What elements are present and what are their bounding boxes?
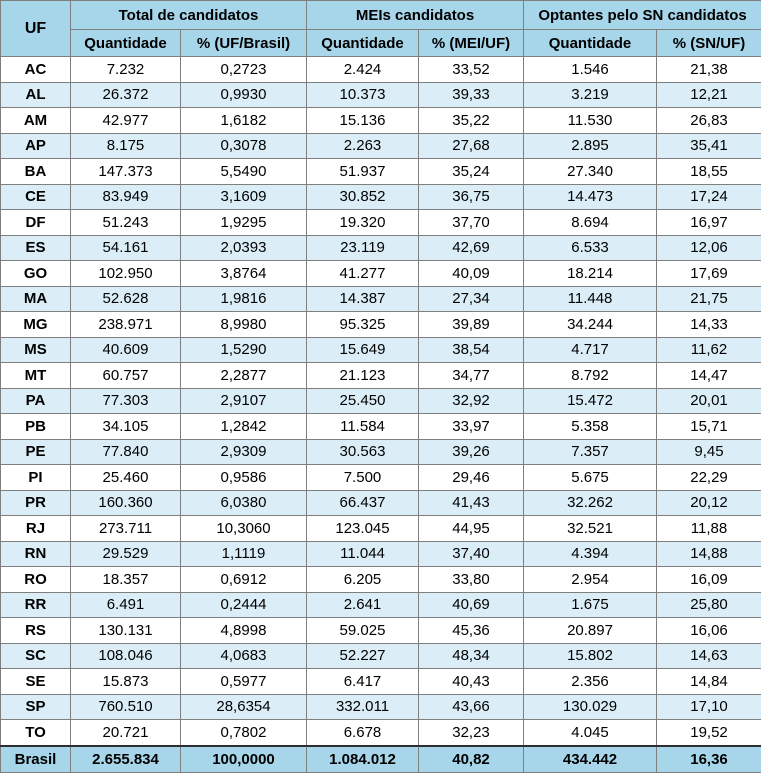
total-percent-cell: 4,8998 [181,618,307,644]
uf-cell: CE [1,184,71,210]
sn-percent-cell: 35,41 [657,133,761,159]
sn-percent-cell: 17,24 [657,184,761,210]
mei-quantidade-cell: 15.136 [307,108,419,134]
mei-quantidade-cell: 51.937 [307,159,419,185]
table-body [1,57,761,746]
total-percent-cell: 0,7802 [181,720,307,746]
sn-percent-cell: 14,47 [657,363,761,389]
total-label: Brasil [1,746,71,773]
mei-quantidade-cell: 123.045 [307,516,419,542]
table-footer [1,746,761,773]
mei-percent-cell: 40,09 [419,261,524,287]
header-sn-quantidade: Quantidade [524,30,657,57]
total-percent-cell: 2,9309 [181,439,307,465]
total-quantidade-cell: 7.232 [71,57,181,83]
sn-quantidade-cell: 32.521 [524,516,657,542]
mei-percent-cell: 40,69 [419,592,524,618]
uf-cell: RR [1,592,71,618]
total-quantidade-cell: 77.840 [71,439,181,465]
header-total-quantidade: Quantidade [71,30,181,57]
mei-quantidade-cell: 2.641 [307,592,419,618]
sn-percent-cell: 25,80 [657,592,761,618]
uf-cell: BA [1,159,71,185]
total-percent-cell: 0,6912 [181,567,307,593]
mei-quantidade-cell: 15.649 [307,337,419,363]
total-quantidade-cell: 26.372 [71,82,181,108]
total-cell: 434.442 [524,746,657,773]
total-quantidade-cell: 20.721 [71,720,181,746]
total-quantidade-cell: 34.105 [71,414,181,440]
sn-quantidade-cell: 14.473 [524,184,657,210]
header-group-mei: MEIs candidatos [307,1,524,30]
uf-cell: MS [1,337,71,363]
mei-quantidade-cell: 25.450 [307,388,419,414]
sn-quantidade-cell: 2.895 [524,133,657,159]
total-quantidade-cell: 15.873 [71,669,181,695]
total-quantidade-cell: 40.609 [71,337,181,363]
table-row [1,720,761,746]
mei-percent-cell: 41,43 [419,490,524,516]
mei-percent-cell: 42,69 [419,235,524,261]
uf-cell: PR [1,490,71,516]
uf-cell: PE [1,439,71,465]
total-quantidade-cell: 6.491 [71,592,181,618]
mei-percent-cell: 33,97 [419,414,524,440]
mei-quantidade-cell: 332.011 [307,694,419,720]
uf-cell: AP [1,133,71,159]
sn-percent-cell: 21,38 [657,57,761,83]
uf-cell: SC [1,643,71,669]
table-row [1,108,761,134]
total-percent-cell: 1,9816 [181,286,307,312]
table-row [1,312,761,338]
sn-quantidade-cell: 1.546 [524,57,657,83]
total-cell: 100,0000 [181,746,307,773]
sn-percent-cell: 16,06 [657,618,761,644]
mei-quantidade-cell: 7.500 [307,465,419,491]
total-percent-cell: 8,9980 [181,312,307,338]
total-quantidade-cell: 102.950 [71,261,181,287]
mei-quantidade-cell: 21.123 [307,363,419,389]
total-percent-cell: 1,1119 [181,541,307,567]
total-percent-cell: 10,3060 [181,516,307,542]
total-quantidade-cell: 77.303 [71,388,181,414]
table-row [1,184,761,210]
mei-quantidade-cell: 11.584 [307,414,419,440]
header-mei-percent: % (MEI/UF) [419,30,524,57]
header-uf: UF [1,1,71,57]
table-header [1,1,761,57]
table-row [1,567,761,593]
total-row [1,746,761,773]
uf-cell: PA [1,388,71,414]
mei-quantidade-cell: 19.320 [307,210,419,236]
mei-quantidade-cell: 10.373 [307,82,419,108]
total-quantidade-cell: 52.628 [71,286,181,312]
header-sn-percent: % (SN/UF) [657,30,761,57]
header-total-percent: % (UF/Brasil) [181,30,307,57]
mei-percent-cell: 37,40 [419,541,524,567]
mei-percent-cell: 33,52 [419,57,524,83]
sn-quantidade-cell: 4.394 [524,541,657,567]
sn-quantidade-cell: 27.340 [524,159,657,185]
header-group-sn: Optantes pelo SN candidatos [524,1,761,30]
total-quantidade-cell: 60.757 [71,363,181,389]
table-row [1,439,761,465]
total-quantidade-cell: 54.161 [71,235,181,261]
total-percent-cell: 3,8764 [181,261,307,287]
sn-percent-cell: 18,55 [657,159,761,185]
total-percent-cell: 2,2877 [181,363,307,389]
total-percent-cell: 3,1609 [181,184,307,210]
total-percent-cell: 1,5290 [181,337,307,363]
uf-cell: MG [1,312,71,338]
sn-quantidade-cell: 7.357 [524,439,657,465]
mei-quantidade-cell: 6.678 [307,720,419,746]
mei-percent-cell: 33,80 [419,567,524,593]
table-row [1,618,761,644]
total-cell: 1.084.012 [307,746,419,773]
sn-quantidade-cell: 5.675 [524,465,657,491]
total-percent-cell: 0,2444 [181,592,307,618]
mei-quantidade-cell: 30.563 [307,439,419,465]
mei-quantidade-cell: 6.205 [307,567,419,593]
total-quantidade-cell: 108.046 [71,643,181,669]
total-percent-cell: 6,0380 [181,490,307,516]
mei-percent-cell: 29,46 [419,465,524,491]
total-percent-cell: 0,9586 [181,465,307,491]
table-row [1,235,761,261]
total-percent-cell: 5,5490 [181,159,307,185]
uf-cell: RO [1,567,71,593]
total-quantidade-cell: 760.510 [71,694,181,720]
mei-percent-cell: 27,34 [419,286,524,312]
total-quantidade-cell: 25.460 [71,465,181,491]
sn-percent-cell: 9,45 [657,439,761,465]
table-row [1,133,761,159]
mei-percent-cell: 35,24 [419,159,524,185]
table-row [1,159,761,185]
sn-percent-cell: 20,12 [657,490,761,516]
sn-quantidade-cell: 20.897 [524,618,657,644]
total-quantidade-cell: 83.949 [71,184,181,210]
total-quantidade-cell: 51.243 [71,210,181,236]
sn-quantidade-cell: 130.029 [524,694,657,720]
mei-percent-cell: 37,70 [419,210,524,236]
sn-percent-cell: 15,71 [657,414,761,440]
mei-quantidade-cell: 59.025 [307,618,419,644]
uf-cell: MA [1,286,71,312]
table-row [1,414,761,440]
mei-percent-cell: 39,89 [419,312,524,338]
table-row [1,490,761,516]
total-percent-cell: 28,6354 [181,694,307,720]
total-percent-cell: 0,9930 [181,82,307,108]
uf-cell: AC [1,57,71,83]
table-row [1,210,761,236]
total-quantidade-cell: 147.373 [71,159,181,185]
mei-percent-cell: 44,95 [419,516,524,542]
uf-cell: SP [1,694,71,720]
uf-cell: GO [1,261,71,287]
table-row [1,516,761,542]
sn-quantidade-cell: 34.244 [524,312,657,338]
mei-quantidade-cell: 14.387 [307,286,419,312]
total-percent-cell: 4,0683 [181,643,307,669]
sn-percent-cell: 14,84 [657,669,761,695]
mei-quantidade-cell: 30.852 [307,184,419,210]
sn-percent-cell: 14,33 [657,312,761,338]
mei-percent-cell: 48,34 [419,643,524,669]
sn-percent-cell: 12,21 [657,82,761,108]
table-row [1,694,761,720]
total-quantidade-cell: 42.977 [71,108,181,134]
mei-percent-cell: 35,22 [419,108,524,134]
mei-quantidade-cell: 2.424 [307,57,419,83]
uf-cell: AL [1,82,71,108]
mei-quantidade-cell: 66.437 [307,490,419,516]
total-percent-cell: 2,0393 [181,235,307,261]
sn-quantidade-cell: 8.792 [524,363,657,389]
sn-percent-cell: 20,01 [657,388,761,414]
total-percent-cell: 0,5977 [181,669,307,695]
total-percent-cell: 0,2723 [181,57,307,83]
sn-percent-cell: 17,10 [657,694,761,720]
mei-quantidade-cell: 11.044 [307,541,419,567]
table-row [1,643,761,669]
header-mei-quantidade: Quantidade [307,30,419,57]
uf-cell: MT [1,363,71,389]
uf-cell: DF [1,210,71,236]
mei-quantidade-cell: 6.417 [307,669,419,695]
table-row [1,82,761,108]
mei-percent-cell: 39,26 [419,439,524,465]
sn-quantidade-cell: 32.262 [524,490,657,516]
mei-percent-cell: 40,43 [419,669,524,695]
uf-cell: PB [1,414,71,440]
table-row [1,541,761,567]
table-row [1,592,761,618]
total-quantidade-cell: 29.529 [71,541,181,567]
table-row [1,57,761,83]
sn-quantidade-cell: 2.954 [524,567,657,593]
uf-cell: AM [1,108,71,134]
total-quantidade-cell: 130.131 [71,618,181,644]
sn-percent-cell: 16,97 [657,210,761,236]
table-row [1,286,761,312]
mei-quantidade-cell: 2.263 [307,133,419,159]
sn-quantidade-cell: 15.472 [524,388,657,414]
uf-cell: PI [1,465,71,491]
sn-percent-cell: 22,29 [657,465,761,491]
sn-percent-cell: 11,88 [657,516,761,542]
sn-quantidade-cell: 2.356 [524,669,657,695]
sn-percent-cell: 12,06 [657,235,761,261]
uf-cell: RJ [1,516,71,542]
sn-quantidade-cell: 18.214 [524,261,657,287]
total-percent-cell: 1,9295 [181,210,307,236]
table-row [1,261,761,287]
header-row-sub [1,30,761,57]
sn-percent-cell: 17,69 [657,261,761,287]
sn-quantidade-cell: 11.530 [524,108,657,134]
mei-percent-cell: 43,66 [419,694,524,720]
mei-quantidade-cell: 23.119 [307,235,419,261]
mei-percent-cell: 36,75 [419,184,524,210]
sn-quantidade-cell: 8.694 [524,210,657,236]
mei-percent-cell: 32,92 [419,388,524,414]
table-row [1,669,761,695]
total-cell: 16,36 [657,746,761,773]
header-group-total: Total de candidatos [71,1,307,30]
total-quantidade-cell: 160.360 [71,490,181,516]
sn-quantidade-cell: 1.675 [524,592,657,618]
total-percent-cell: 1,2842 [181,414,307,440]
total-percent-cell: 0,3078 [181,133,307,159]
total-cell: 40,82 [419,746,524,773]
uf-cell: ES [1,235,71,261]
mei-percent-cell: 34,77 [419,363,524,389]
uf-cell: RN [1,541,71,567]
header-row-groups [1,1,761,30]
mei-percent-cell: 45,36 [419,618,524,644]
mei-quantidade-cell: 52.227 [307,643,419,669]
sn-percent-cell: 21,75 [657,286,761,312]
sn-percent-cell: 19,52 [657,720,761,746]
sn-quantidade-cell: 3.219 [524,82,657,108]
mei-percent-cell: 27,68 [419,133,524,159]
sn-percent-cell: 14,88 [657,541,761,567]
mei-percent-cell: 39,33 [419,82,524,108]
total-percent-cell: 2,9107 [181,388,307,414]
mei-quantidade-cell: 95.325 [307,312,419,338]
uf-cell: TO [1,720,71,746]
table-row [1,363,761,389]
total-quantidade-cell: 273.711 [71,516,181,542]
sn-percent-cell: 26,83 [657,108,761,134]
table-row [1,465,761,491]
sn-quantidade-cell: 4.045 [524,720,657,746]
total-quantidade-cell: 238.971 [71,312,181,338]
sn-percent-cell: 14,63 [657,643,761,669]
total-quantidade-cell: 18.357 [71,567,181,593]
sn-quantidade-cell: 11.448 [524,286,657,312]
total-percent-cell: 1,6182 [181,108,307,134]
total-cell: 2.655.834 [71,746,181,773]
total-quantidade-cell: 8.175 [71,133,181,159]
sn-quantidade-cell: 6.533 [524,235,657,261]
uf-cell: SE [1,669,71,695]
sn-percent-cell: 11,62 [657,337,761,363]
mei-percent-cell: 32,23 [419,720,524,746]
sn-quantidade-cell: 4.717 [524,337,657,363]
sn-quantidade-cell: 15.802 [524,643,657,669]
mei-quantidade-cell: 41.277 [307,261,419,287]
sn-quantidade-cell: 5.358 [524,414,657,440]
table-row [1,388,761,414]
sn-percent-cell: 16,09 [657,567,761,593]
mei-percent-cell: 38,54 [419,337,524,363]
uf-cell: RS [1,618,71,644]
table-row [1,337,761,363]
